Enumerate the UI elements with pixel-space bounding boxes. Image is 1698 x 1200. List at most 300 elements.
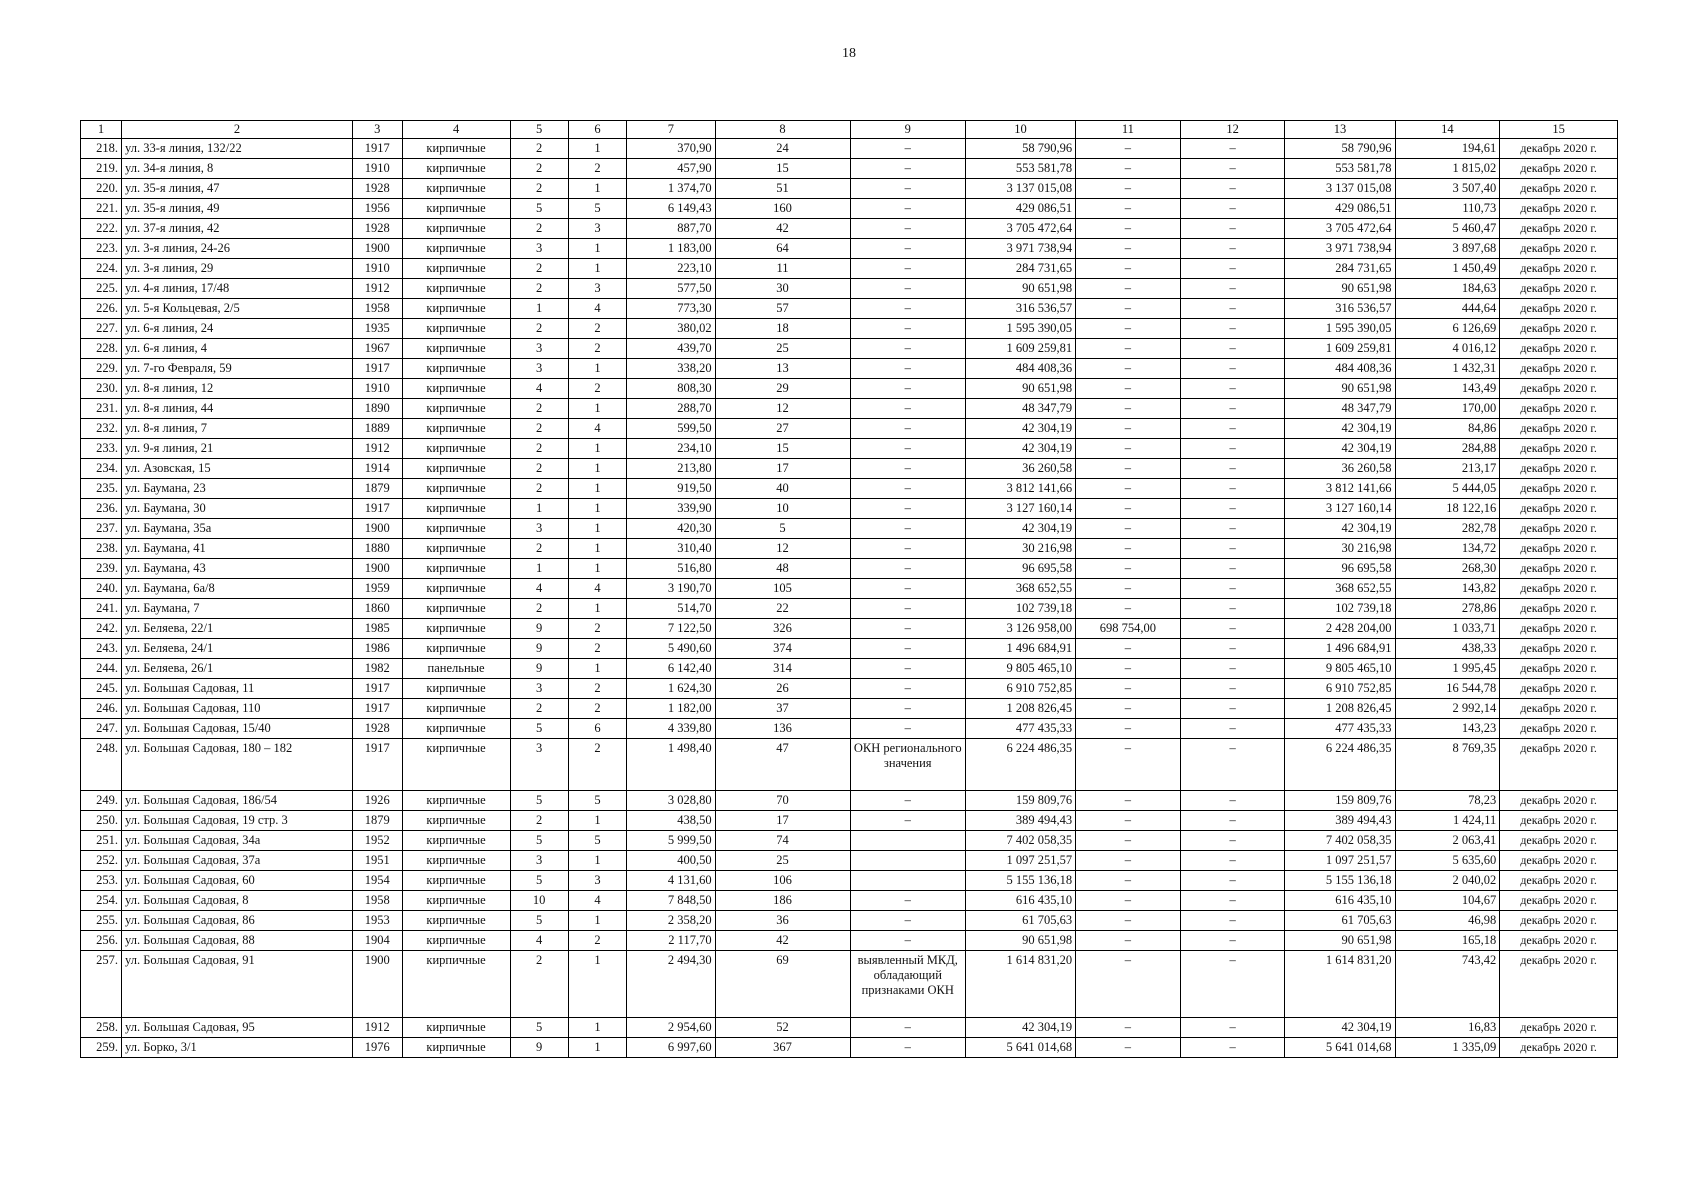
floors-cell: 1 — [510, 499, 568, 519]
total-cost-cell: 553 581,78 — [965, 159, 1075, 179]
total-cost-cell: 429 086,51 — [965, 199, 1075, 219]
residents-cell: 314 — [715, 659, 850, 679]
col12-cell: – — [1180, 679, 1285, 699]
deadline-cell: декабрь 2020 г. — [1500, 339, 1618, 359]
address-cell: ул. 4-я линия, 17/48 — [122, 279, 353, 299]
floors-cell: 2 — [510, 259, 568, 279]
table-row — [81, 579, 1618, 599]
col11-cell: – — [1076, 891, 1181, 911]
entrances-cell: 5 — [568, 831, 626, 851]
year-cell: 1956 — [352, 199, 402, 219]
entrances-cell: 2 — [568, 319, 626, 339]
col12-cell: – — [1180, 439, 1285, 459]
floors-cell: 1 — [510, 299, 568, 319]
year-cell: 1889 — [352, 419, 402, 439]
col14-cell: 1 033,71 — [1395, 619, 1500, 639]
col11-cell: – — [1076, 239, 1181, 259]
col14-cell: 438,33 — [1395, 639, 1500, 659]
area-cell: 2 954,60 — [627, 1018, 716, 1038]
address-cell: ул. Азовская, 15 — [122, 459, 353, 479]
total-cost-cell: 7 402 058,35 — [965, 831, 1075, 851]
residents-cell: 51 — [715, 179, 850, 199]
area-cell: 1 183,00 — [627, 239, 716, 259]
wall-material-cell: кирпичные — [402, 619, 510, 639]
residents-cell: 40 — [715, 479, 850, 499]
year-cell: 1900 — [352, 559, 402, 579]
area-cell: 339,90 — [627, 499, 716, 519]
residents-cell: 26 — [715, 679, 850, 699]
col13-cell: 368 652,55 — [1285, 579, 1395, 599]
col11-cell: – — [1076, 791, 1181, 811]
area-cell: 887,70 — [627, 219, 716, 239]
col12-cell: – — [1180, 599, 1285, 619]
heritage-status-cell: – — [850, 579, 965, 599]
col11-cell: – — [1076, 851, 1181, 871]
table-row — [81, 559, 1618, 579]
floors-cell: 3 — [510, 359, 568, 379]
year-cell: 1928 — [352, 719, 402, 739]
entrances-cell: 1 — [568, 259, 626, 279]
floors-cell: 3 — [510, 739, 568, 791]
year-cell: 1917 — [352, 699, 402, 719]
wall-material-cell: кирпичные — [402, 179, 510, 199]
floors-cell: 2 — [510, 439, 568, 459]
table-row — [81, 259, 1618, 279]
table-row — [81, 931, 1618, 951]
column-header: 10 — [965, 121, 1075, 139]
floors-cell: 4 — [510, 579, 568, 599]
col11-cell: – — [1076, 739, 1181, 791]
col13-cell: 6 224 486,35 — [1285, 739, 1395, 791]
wall-material-cell: кирпичные — [402, 379, 510, 399]
col13-cell: 36 260,58 — [1285, 459, 1395, 479]
col12-cell: – — [1180, 279, 1285, 299]
year-cell: 1917 — [352, 679, 402, 699]
col11-cell: – — [1076, 419, 1181, 439]
col11-cell: – — [1076, 319, 1181, 339]
area-cell: 4 339,80 — [627, 719, 716, 739]
row-number: 256. — [81, 931, 122, 951]
total-cost-cell: 6 910 752,85 — [965, 679, 1075, 699]
entrances-cell: 1 — [568, 399, 626, 419]
residents-cell: 105 — [715, 579, 850, 599]
address-cell: ул. Беляева, 24/1 — [122, 639, 353, 659]
col11-cell: – — [1076, 911, 1181, 931]
entrances-cell: 1 — [568, 659, 626, 679]
col14-cell: 268,30 — [1395, 559, 1500, 579]
col13-cell: 61 705,63 — [1285, 911, 1395, 931]
column-header: 4 — [402, 121, 510, 139]
row-number: 230. — [81, 379, 122, 399]
col13-cell: 96 695,58 — [1285, 559, 1395, 579]
address-cell: ул. Беляева, 26/1 — [122, 659, 353, 679]
wall-material-cell: кирпичные — [402, 139, 510, 159]
floors-cell: 3 — [510, 339, 568, 359]
deadline-cell: декабрь 2020 г. — [1500, 831, 1618, 851]
total-cost-cell: 5 641 014,68 — [965, 1038, 1075, 1058]
total-cost-cell: 1 208 826,45 — [965, 699, 1075, 719]
col13-cell: 2 428 204,00 — [1285, 619, 1395, 639]
year-cell: 1928 — [352, 219, 402, 239]
floors-cell: 1 — [510, 559, 568, 579]
floors-cell: 3 — [510, 519, 568, 539]
residents-cell: 47 — [715, 739, 850, 791]
deadline-cell: декабрь 2020 г. — [1500, 579, 1618, 599]
floors-cell: 2 — [510, 179, 568, 199]
row-number: 234. — [81, 459, 122, 479]
col12-cell: – — [1180, 851, 1285, 871]
col11-cell: – — [1076, 559, 1181, 579]
col12-cell: – — [1180, 359, 1285, 379]
year-cell: 1917 — [352, 499, 402, 519]
residents-cell: 64 — [715, 239, 850, 259]
address-cell: ул. Большая Садовая, 19 стр. 3 — [122, 811, 353, 831]
area-cell: 5 999,50 — [627, 831, 716, 851]
total-cost-cell: 90 651,98 — [965, 379, 1075, 399]
heritage-status-cell: – — [850, 139, 965, 159]
col12-cell: – — [1180, 399, 1285, 419]
area-cell: 6 149,43 — [627, 199, 716, 219]
col13-cell: 3 137 015,08 — [1285, 179, 1395, 199]
residents-cell: 42 — [715, 931, 850, 951]
row-number: 252. — [81, 851, 122, 871]
col12-cell: – — [1180, 259, 1285, 279]
area-cell: 7 122,50 — [627, 619, 716, 639]
heritage-status-cell: – — [850, 599, 965, 619]
area-cell: 439,70 — [627, 339, 716, 359]
column-number-row — [81, 121, 1618, 139]
col11-cell: – — [1076, 179, 1181, 199]
heritage-status-cell: – — [850, 639, 965, 659]
area-cell: 7 848,50 — [627, 891, 716, 911]
col12-cell: – — [1180, 579, 1285, 599]
table-row — [81, 739, 1618, 791]
wall-material-cell: кирпичные — [402, 871, 510, 891]
wall-material-cell: кирпичные — [402, 259, 510, 279]
row-number: 235. — [81, 479, 122, 499]
deadline-cell: декабрь 2020 г. — [1500, 811, 1618, 831]
table-row — [81, 279, 1618, 299]
total-cost-cell: 30 216,98 — [965, 539, 1075, 559]
table-row — [81, 679, 1618, 699]
col13-cell: 429 086,51 — [1285, 199, 1395, 219]
col12-cell: – — [1180, 299, 1285, 319]
table-row — [81, 639, 1618, 659]
heritage-status-cell — [850, 871, 965, 891]
deadline-cell: декабрь 2020 г. — [1500, 951, 1618, 1018]
address-cell: ул. 9-я линия, 21 — [122, 439, 353, 459]
address-cell: ул. Большая Садовая, 60 — [122, 871, 353, 891]
address-cell: ул. Большая Садовая, 34а — [122, 831, 353, 851]
deadline-cell: декабрь 2020 г. — [1500, 539, 1618, 559]
total-cost-cell: 616 435,10 — [965, 891, 1075, 911]
col14-cell: 213,17 — [1395, 459, 1500, 479]
year-cell: 1912 — [352, 279, 402, 299]
address-cell: ул. 7-го Февраля, 59 — [122, 359, 353, 379]
residents-cell: 27 — [715, 419, 850, 439]
col14-cell: 143,23 — [1395, 719, 1500, 739]
entrances-cell: 4 — [568, 419, 626, 439]
entrances-cell: 2 — [568, 699, 626, 719]
col13-cell: 553 581,78 — [1285, 159, 1395, 179]
area-cell: 599,50 — [627, 419, 716, 439]
heritage-status-cell: – — [850, 159, 965, 179]
floors-cell: 2 — [510, 139, 568, 159]
row-number: 251. — [81, 831, 122, 851]
residents-cell: 29 — [715, 379, 850, 399]
col13-cell: 48 347,79 — [1285, 399, 1395, 419]
entrances-cell: 1 — [568, 499, 626, 519]
col13-cell: 5 641 014,68 — [1285, 1038, 1395, 1058]
residents-cell: 42 — [715, 219, 850, 239]
area-cell: 6 142,40 — [627, 659, 716, 679]
deadline-cell: декабрь 2020 г. — [1500, 639, 1618, 659]
area-cell: 2 358,20 — [627, 911, 716, 931]
total-cost-cell: 42 304,19 — [965, 1018, 1075, 1038]
col13-cell: 90 651,98 — [1285, 379, 1395, 399]
heritage-status-cell: – — [850, 931, 965, 951]
total-cost-cell: 5 155 136,18 — [965, 871, 1075, 891]
area-cell: 370,90 — [627, 139, 716, 159]
col12-cell: – — [1180, 739, 1285, 791]
total-cost-cell: 42 304,19 — [965, 439, 1075, 459]
col12-cell: – — [1180, 1018, 1285, 1038]
address-cell: ул. Большая Садовая, 11 — [122, 679, 353, 699]
deadline-cell: декабрь 2020 г. — [1500, 739, 1618, 791]
col12-cell: – — [1180, 659, 1285, 679]
year-cell: 1910 — [352, 159, 402, 179]
buildings-register-table — [80, 120, 1618, 1058]
col11-cell: – — [1076, 831, 1181, 851]
col12-cell: – — [1180, 719, 1285, 739]
floors-cell: 2 — [510, 159, 568, 179]
table-row — [81, 479, 1618, 499]
heritage-status-cell: – — [850, 219, 965, 239]
floors-cell: 9 — [510, 659, 568, 679]
wall-material-cell: кирпичные — [402, 851, 510, 871]
heritage-status-cell: – — [850, 259, 965, 279]
col14-cell: 78,23 — [1395, 791, 1500, 811]
deadline-cell: декабрь 2020 г. — [1500, 851, 1618, 871]
wall-material-cell: кирпичные — [402, 339, 510, 359]
col14-cell: 1 815,02 — [1395, 159, 1500, 179]
col11-cell: – — [1076, 479, 1181, 499]
table-row — [81, 219, 1618, 239]
col13-cell: 1 609 259,81 — [1285, 339, 1395, 359]
table-row — [81, 239, 1618, 259]
address-cell: ул. 37-я линия, 42 — [122, 219, 353, 239]
area-cell: 6 997,60 — [627, 1038, 716, 1058]
entrances-cell: 1 — [568, 811, 626, 831]
col11-cell: – — [1076, 931, 1181, 951]
floors-cell: 2 — [510, 479, 568, 499]
year-cell: 1935 — [352, 319, 402, 339]
row-number: 232. — [81, 419, 122, 439]
floors-cell: 3 — [510, 239, 568, 259]
heritage-status-cell: – — [850, 239, 965, 259]
table-row — [81, 871, 1618, 891]
area-cell: 2 494,30 — [627, 951, 716, 1018]
table-row — [81, 379, 1618, 399]
row-number: 218. — [81, 139, 122, 159]
area-cell: 1 498,40 — [627, 739, 716, 791]
table-row — [81, 459, 1618, 479]
deadline-cell: декабрь 2020 г. — [1500, 299, 1618, 319]
heritage-status-cell: – — [850, 891, 965, 911]
residents-cell: 70 — [715, 791, 850, 811]
heritage-status-cell: – — [850, 719, 965, 739]
table-row — [81, 299, 1618, 319]
col14-cell: 444,64 — [1395, 299, 1500, 319]
total-cost-cell: 90 651,98 — [965, 279, 1075, 299]
row-number: 223. — [81, 239, 122, 259]
deadline-cell: декабрь 2020 г. — [1500, 911, 1618, 931]
col14-cell: 2 040,02 — [1395, 871, 1500, 891]
col13-cell: 58 790,96 — [1285, 139, 1395, 159]
col11-cell: – — [1076, 1018, 1181, 1038]
floors-cell: 2 — [510, 951, 568, 1018]
row-number: 237. — [81, 519, 122, 539]
column-header: 8 — [715, 121, 850, 139]
area-cell: 380,02 — [627, 319, 716, 339]
year-cell: 1900 — [352, 951, 402, 1018]
wall-material-cell: кирпичные — [402, 499, 510, 519]
col11-cell: – — [1076, 139, 1181, 159]
entrances-cell: 2 — [568, 931, 626, 951]
year-cell: 1912 — [352, 439, 402, 459]
row-number: 257. — [81, 951, 122, 1018]
year-cell: 1917 — [352, 139, 402, 159]
deadline-cell: декабрь 2020 г. — [1500, 679, 1618, 699]
floors-cell: 5 — [510, 831, 568, 851]
row-number: 242. — [81, 619, 122, 639]
col14-cell: 278,86 — [1395, 599, 1500, 619]
deadline-cell: декабрь 2020 г. — [1500, 479, 1618, 499]
table-row — [81, 159, 1618, 179]
deadline-cell: декабрь 2020 г. — [1500, 791, 1618, 811]
col11-cell: – — [1076, 811, 1181, 831]
heritage-status-cell: ОКН регионального значения — [850, 739, 965, 791]
col13-cell: 90 651,98 — [1285, 931, 1395, 951]
col14-cell: 1 450,49 — [1395, 259, 1500, 279]
deadline-cell: декабрь 2020 г. — [1500, 319, 1618, 339]
col13-cell: 7 402 058,35 — [1285, 831, 1395, 851]
col12-cell: – — [1180, 1038, 1285, 1058]
area-cell: 2 117,70 — [627, 931, 716, 951]
col13-cell: 1 097 251,57 — [1285, 851, 1395, 871]
table-row — [81, 139, 1618, 159]
table-row — [81, 319, 1618, 339]
area-cell: 310,40 — [627, 539, 716, 559]
heritage-status-cell: – — [850, 319, 965, 339]
residents-cell: 11 — [715, 259, 850, 279]
col11-cell: 698 754,00 — [1076, 619, 1181, 639]
residents-cell: 374 — [715, 639, 850, 659]
floors-cell: 5 — [510, 199, 568, 219]
year-cell: 1958 — [352, 891, 402, 911]
column-header: 6 — [568, 121, 626, 139]
wall-material-cell: кирпичные — [402, 719, 510, 739]
address-cell: ул. Баумана, 7 — [122, 599, 353, 619]
deadline-cell: декабрь 2020 г. — [1500, 199, 1618, 219]
area-cell: 3 028,80 — [627, 791, 716, 811]
total-cost-cell: 9 805 465,10 — [965, 659, 1075, 679]
entrances-cell: 5 — [568, 199, 626, 219]
address-cell: ул. Большая Садовая, 186/54 — [122, 791, 353, 811]
year-cell: 1879 — [352, 811, 402, 831]
deadline-cell: декабрь 2020 г. — [1500, 891, 1618, 911]
area-cell: 1 624,30 — [627, 679, 716, 699]
total-cost-cell: 1 496 684,91 — [965, 639, 1075, 659]
wall-material-cell: кирпичные — [402, 239, 510, 259]
col12-cell: – — [1180, 791, 1285, 811]
address-cell: ул. Баумана, 35а — [122, 519, 353, 539]
floors-cell: 2 — [510, 459, 568, 479]
residents-cell: 30 — [715, 279, 850, 299]
address-cell: ул. 8-я линия, 12 — [122, 379, 353, 399]
heritage-status-cell: – — [850, 299, 965, 319]
heritage-status-cell: – — [850, 479, 965, 499]
col11-cell: – — [1076, 679, 1181, 699]
area-cell: 4 131,60 — [627, 871, 716, 891]
total-cost-cell: 1 097 251,57 — [965, 851, 1075, 871]
heritage-status-cell: – — [850, 679, 965, 699]
wall-material-cell: кирпичные — [402, 199, 510, 219]
col13-cell: 42 304,19 — [1285, 419, 1395, 439]
residents-cell: 17 — [715, 811, 850, 831]
residents-cell: 15 — [715, 159, 850, 179]
col12-cell: – — [1180, 219, 1285, 239]
area-cell: 420,30 — [627, 519, 716, 539]
residents-cell: 106 — [715, 871, 850, 891]
row-number: 224. — [81, 259, 122, 279]
wall-material-cell: кирпичные — [402, 439, 510, 459]
row-number: 255. — [81, 911, 122, 931]
table-row — [81, 911, 1618, 931]
col14-cell: 743,42 — [1395, 951, 1500, 1018]
residents-cell: 12 — [715, 399, 850, 419]
wall-material-cell: кирпичные — [402, 539, 510, 559]
address-cell: ул. Большая Садовая, 8 — [122, 891, 353, 911]
wall-material-cell: кирпичные — [402, 299, 510, 319]
deadline-cell: декабрь 2020 г. — [1500, 379, 1618, 399]
table-row — [81, 499, 1618, 519]
col12-cell: – — [1180, 179, 1285, 199]
deadline-cell: декабрь 2020 г. — [1500, 219, 1618, 239]
total-cost-cell: 3 705 472,64 — [965, 219, 1075, 239]
year-cell: 1879 — [352, 479, 402, 499]
col11-cell: – — [1076, 951, 1181, 1018]
deadline-cell: декабрь 2020 г. — [1500, 1018, 1618, 1038]
col14-cell: 143,49 — [1395, 379, 1500, 399]
residents-cell: 160 — [715, 199, 850, 219]
col13-cell: 284 731,65 — [1285, 259, 1395, 279]
area-cell: 213,80 — [627, 459, 716, 479]
wall-material-cell: кирпичные — [402, 359, 510, 379]
wall-material-cell: кирпичные — [402, 479, 510, 499]
col12-cell: – — [1180, 911, 1285, 931]
wall-material-cell: кирпичные — [402, 319, 510, 339]
col12-cell: – — [1180, 319, 1285, 339]
total-cost-cell: 3 971 738,94 — [965, 239, 1075, 259]
column-header: 15 — [1500, 121, 1618, 139]
col13-cell: 3 705 472,64 — [1285, 219, 1395, 239]
table-row — [81, 831, 1618, 851]
residents-cell: 74 — [715, 831, 850, 851]
deadline-cell: декабрь 2020 г. — [1500, 619, 1618, 639]
total-cost-cell: 477 435,33 — [965, 719, 1075, 739]
row-number: 231. — [81, 399, 122, 419]
